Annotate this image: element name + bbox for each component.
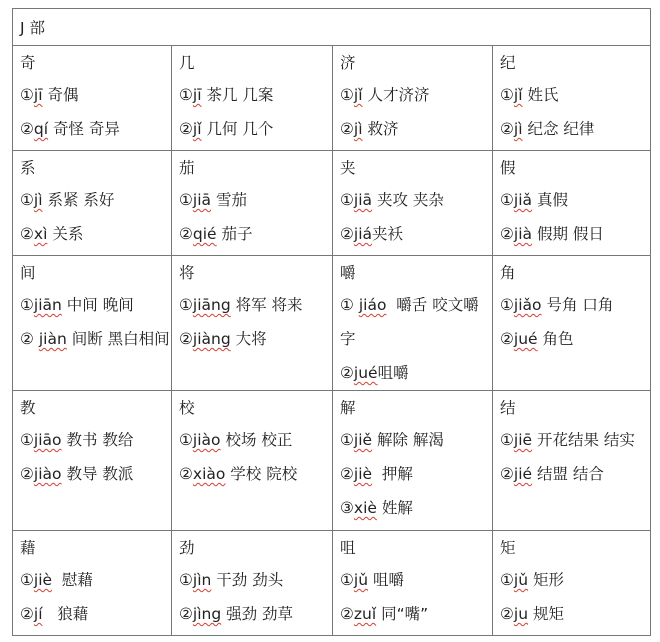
reading-line — [340, 457, 492, 491]
reading-number: ① — [340, 86, 354, 104]
example-words: 奇怪 奇异 — [48, 120, 120, 138]
example-words: 规矩 — [528, 605, 564, 623]
pinyin: jué — [353, 364, 378, 382]
example-words: 关系 — [47, 225, 84, 243]
reading-line — [179, 183, 332, 217]
example-words: 学校 院校 — [225, 465, 298, 483]
pinyin: jǐ — [513, 86, 523, 104]
reading-number: ① — [20, 191, 34, 209]
reading-number: ② — [340, 364, 354, 382]
reading-number: ③ — [340, 499, 354, 517]
char-cell — [172, 391, 333, 531]
reading-number: ② — [500, 225, 514, 243]
example-words: 中间 晚间 — [61, 296, 134, 314]
example-words: 咀嚼 — [377, 364, 409, 382]
character: 解 — [340, 399, 356, 417]
example-words: 夹攻 夹杂 — [372, 191, 444, 209]
char-cell — [13, 256, 172, 391]
table-header-row — [13, 9, 651, 46]
example-words: 姓解 — [376, 499, 413, 517]
reading-number: ① — [340, 571, 354, 589]
reading-line — [500, 457, 650, 491]
reading-number: ② — [20, 330, 39, 348]
reading-line — [20, 183, 171, 217]
reading-line — [179, 423, 332, 457]
pinyin: jǐ — [353, 86, 363, 104]
example-words: 救济 — [362, 120, 399, 138]
reading-number: ① — [20, 86, 34, 104]
reading-number: ① — [340, 191, 354, 209]
pinyin: jī — [192, 86, 202, 104]
reading-line — [500, 423, 650, 457]
char-cell — [493, 151, 651, 256]
pinyin: jiē — [513, 431, 533, 449]
reading-line — [500, 183, 650, 217]
char-cell — [333, 391, 493, 531]
reading-line — [20, 322, 171, 356]
example-words: 号角 口角 — [541, 296, 614, 314]
reading-line — [179, 288, 332, 322]
char-cell — [333, 256, 493, 391]
reading-line — [179, 322, 332, 356]
section-title: J 部 — [13, 9, 651, 46]
pinyin: qié — [192, 225, 217, 243]
example-words: 夹袄 — [372, 225, 404, 243]
example-words: 教书 教给 — [61, 431, 134, 449]
reading-number: ① — [20, 296, 34, 314]
reading-line — [179, 217, 332, 251]
reading-line — [340, 356, 492, 390]
example-words: 矩形 — [528, 571, 564, 589]
example-words: 雪茄 — [211, 191, 247, 209]
reading-number: ① — [179, 191, 193, 209]
reading-number: ① — [500, 431, 514, 449]
reading-number: ② — [20, 605, 34, 623]
pinyin: jiě — [353, 431, 373, 449]
pinyin: jiáo — [358, 296, 387, 314]
reading-number: ② — [500, 465, 514, 483]
example-words: 慰藉 — [52, 571, 93, 589]
example-words: 校场 校正 — [220, 431, 293, 449]
pinyin: xì — [33, 225, 48, 243]
character: 奇 — [20, 54, 36, 72]
example-words: 系紧 系好 — [42, 191, 115, 209]
pinyin: jiè — [33, 571, 53, 589]
reading-line — [179, 78, 332, 112]
reading-line — [500, 112, 650, 146]
character: 藉 — [20, 539, 36, 557]
character: 间 — [20, 264, 36, 282]
char-cell — [493, 531, 651, 636]
reading-line — [20, 217, 171, 251]
char-cell — [172, 531, 333, 636]
char-cell — [13, 531, 172, 636]
reading-number: ① — [20, 571, 34, 589]
reading-line — [340, 217, 492, 251]
reading-number: ② — [179, 465, 193, 483]
pinyin: jiàn — [38, 330, 67, 348]
pinyin: jié — [513, 465, 533, 483]
reading-line — [20, 112, 171, 146]
reading-number: ② — [20, 120, 34, 138]
reading-number: ① — [340, 296, 359, 314]
pinyin: jí — [33, 605, 43, 623]
char-cell — [493, 391, 651, 531]
reading-number: ① — [500, 296, 514, 314]
reading-line — [340, 563, 492, 597]
example-words: 嚼舌 咬文嚼字 — [340, 296, 479, 348]
reading-number: ② — [340, 225, 354, 243]
pinyin: zuǐ — [353, 605, 377, 623]
reading-line — [340, 78, 492, 112]
example-words: 教导 教派 — [61, 465, 134, 483]
reading-line — [20, 457, 171, 491]
character: 校 — [179, 399, 195, 417]
character: 将 — [179, 264, 195, 282]
character: 纪 — [500, 54, 516, 72]
reading-line — [179, 457, 332, 491]
reading-number: ① — [500, 86, 514, 104]
pinyin: jiàng — [192, 330, 231, 348]
char-cell — [493, 256, 651, 391]
pinyin: ju — [513, 605, 529, 623]
table-row — [13, 256, 651, 391]
reading-line — [500, 597, 650, 631]
example-words: 同“嘴” — [376, 605, 429, 623]
reading-line — [500, 288, 650, 322]
pinyin: jiāo — [33, 431, 62, 449]
reading-number: ② — [340, 120, 354, 138]
example-words: 角色 — [537, 330, 574, 348]
example-words: 押解 — [372, 465, 413, 483]
pinyin: jiā — [192, 191, 212, 209]
example-words: 人才济济 — [362, 86, 430, 104]
char-cell — [172, 46, 333, 151]
reading-number: ② — [179, 330, 193, 348]
example-words: 茶几 几案 — [201, 86, 274, 104]
example-words: 将军 将来 — [230, 296, 303, 314]
character: 教 — [20, 399, 36, 417]
reading-number: ① — [179, 86, 193, 104]
example-words: 真假 — [532, 191, 568, 209]
pinyin: jì — [33, 191, 43, 209]
table-row — [13, 531, 651, 636]
reading-number: ② — [20, 465, 34, 483]
pinyin: jǐ — [192, 120, 202, 138]
char-cell — [333, 531, 493, 636]
reading-line — [340, 183, 492, 217]
char-cell — [333, 151, 493, 256]
pinyin: xiè — [353, 499, 377, 517]
example-words: 姓氏 — [522, 86, 559, 104]
pinyin: jiān — [33, 296, 62, 314]
pinyin: jiào — [192, 431, 221, 449]
pinyin: xiào — [192, 465, 226, 483]
example-words: 强劲 劲草 — [221, 605, 294, 623]
character: 矩 — [500, 539, 516, 557]
example-words: 咀嚼 — [368, 571, 404, 589]
char-cell — [172, 256, 333, 391]
reading-line — [179, 597, 332, 631]
reading-line — [20, 78, 171, 112]
pinyin: jǔ — [353, 571, 369, 589]
reading-line — [340, 423, 492, 457]
character: 咀 — [340, 539, 356, 557]
character: 嚼 — [340, 264, 356, 282]
reading-number: ② — [500, 120, 514, 138]
reading-line — [20, 423, 171, 457]
reading-number: ② — [20, 225, 34, 243]
example-words: 开花结果 结实 — [532, 431, 635, 449]
pinyin: jiǎo — [513, 296, 542, 314]
pinyin: jìn — [192, 571, 212, 589]
reading-line — [20, 597, 171, 631]
pinyin: jì — [353, 120, 363, 138]
example-words: 狼藉 — [42, 605, 89, 623]
reading-number: ② — [340, 605, 354, 623]
pinyin: jī — [33, 86, 43, 104]
char-cell — [13, 151, 172, 256]
example-words: 假期 假日 — [532, 225, 604, 243]
reading-number: ① — [179, 296, 193, 314]
reading-line — [340, 491, 492, 525]
table-row — [13, 151, 651, 256]
character: 假 — [500, 159, 516, 177]
reading-number: ② — [340, 465, 354, 483]
polyphone-table — [12, 8, 651, 636]
example-words: 茄子 — [216, 225, 253, 243]
char-cell — [13, 391, 172, 531]
pinyin: jiào — [33, 465, 62, 483]
character: 几 — [179, 54, 195, 72]
reading-line — [179, 112, 332, 146]
reading-line — [500, 217, 650, 251]
pinyin: qí — [33, 120, 49, 138]
table-row — [13, 46, 651, 151]
reading-line — [20, 563, 171, 597]
reading-number: ② — [179, 225, 193, 243]
pinyin: jué — [513, 330, 538, 348]
reading-line — [500, 563, 650, 597]
pinyin: jiāng — [192, 296, 231, 314]
reading-number: ① — [179, 571, 193, 589]
reading-line — [500, 322, 650, 356]
reading-line — [340, 112, 492, 146]
example-words: 几何 几个 — [201, 120, 274, 138]
reading-line — [340, 288, 492, 356]
pinyin: jiā — [353, 191, 373, 209]
reading-number: ① — [20, 431, 34, 449]
example-words: 干劲 劲头 — [211, 571, 284, 589]
char-cell — [333, 46, 493, 151]
reading-line — [179, 563, 332, 597]
character: 结 — [500, 399, 516, 417]
example-words: 解除 解渴 — [372, 431, 444, 449]
character: 角 — [500, 264, 516, 282]
example-words: 纪念 纪律 — [522, 120, 595, 138]
character: 系 — [20, 159, 36, 177]
reading-number: ① — [340, 431, 354, 449]
reading-number: ① — [179, 431, 193, 449]
reading-number: ② — [179, 120, 193, 138]
pinyin: jì — [513, 120, 523, 138]
pinyin: jiè — [353, 465, 373, 483]
table-row — [13, 391, 651, 531]
character: 劲 — [179, 539, 195, 557]
character: 茄 — [179, 159, 195, 177]
reading-number: ① — [500, 571, 514, 589]
character: 夹 — [340, 159, 356, 177]
pinyin: jǔ — [513, 571, 529, 589]
pinyin: jìng — [192, 605, 222, 623]
pinyin: jià — [513, 225, 533, 243]
reading-line — [500, 78, 650, 112]
pinyin: jiá — [353, 225, 373, 243]
char-cell — [493, 46, 651, 151]
example-words: 奇偶 — [42, 86, 79, 104]
reading-number: ② — [500, 605, 514, 623]
example-words: 结盟 结合 — [532, 465, 604, 483]
reading-line — [340, 597, 492, 631]
character: 济 — [340, 54, 356, 72]
reading-number: ② — [179, 605, 193, 623]
example-words: 间断 黑白相间 — [66, 330, 170, 348]
reading-number: ① — [500, 191, 514, 209]
pinyin: jiǎ — [513, 191, 533, 209]
reading-number: ② — [500, 330, 514, 348]
char-cell — [172, 151, 333, 256]
example-words: 大将 — [230, 330, 267, 348]
char-cell — [13, 46, 172, 151]
reading-line — [20, 288, 171, 322]
